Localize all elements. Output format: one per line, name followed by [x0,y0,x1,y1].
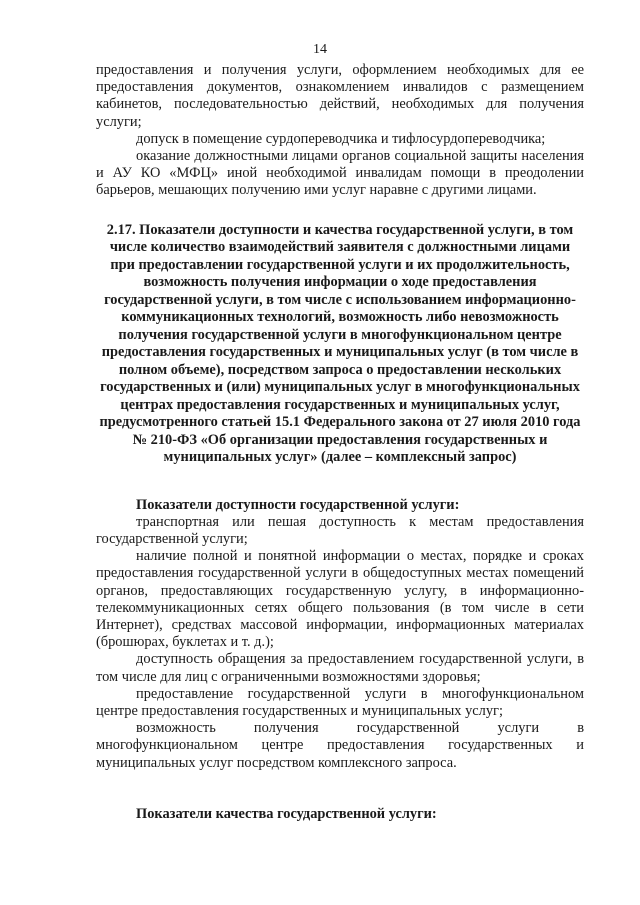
availability-item: возможность получения государственной услуги в многофункциональном центре предоставления государственных и муниципальных услуг посредством комплексного запроса. [96,720,584,771]
availability-heading: Показатели доступности государственной услуги: [136,496,460,513]
availability-item: наличие полной и понятной информации о местах, порядке и сроках предоставления государственной услуги в общедоступных местах помещений органов, предоставляющих государственную услугу, в информационно-телекоммуникационных сетях общего пользования (в том числе в сети Интернет), средствах массовой информации, информационных материалах (брошюрах, буклетах и т. д.); [96,548,584,651]
document-body [96,62,584,823]
paragraph-sign-interpreter: допуск в помещение сурдопереводчика и тифлосурдопереводчика; [136,130,546,147]
quality-heading: Показатели качества государственной услуги: [136,805,437,822]
availability-item: доступность обращения за предоставлением государственной услуги, в том числе для лиц с ограниченными возможностями здоровья; [96,651,584,685]
availability-item: предоставление государственной услуги в многофункциональном центре предоставления государственных и муниципальных услуг; [96,685,584,720]
availability-item: транспортная или пешая доступность к местам предоставления государственной услуги; [96,513,584,548]
section-heading-2-17: 2.17. Показатели доступности и качества государственной услуги, в том числе количество взаимодействий заявителя с должностными лицами при предоставлении государственной услуги и их продолжительность, возможность получения информации о ходе предоставления государственной услуги, в том числе с использованием информационно-коммуникационных технологий, возможность либо невозможность получения государственной услуги в многофункциональном центре предоставления государственных и муниципальных услуг (в том числе в полном объеме), посредством запроса о предоставлении нескольких государственных и (или) муниципальных услуг в многофункциональных центрах предоставления государственных и муниципальных услуг, предусмотренного статьей 15.1 Федерального закона от 27 июля 2010 года № 210-ФЗ «Об организации предоставления государственных и муниципальных услуг» (далее – комплексный запрос) [99,221,581,466]
page-number: 14 [313,42,327,57]
paragraph-assistance: оказание должностными лицами органов социальной защиты населения и АУ КО «МФЦ» иной необходимой инвалидам помощи в преодолении барьеров, мешающих получению ими услуг наравне с другими лицами. [96,148,584,199]
paragraph-continuation: предоставления и получения услуги, оформлением необходимых для ее предоставления документов, ознакомлением инвалидов с размещением кабинетов, последовательностью действий, необходимых для получения услуги; [96,62,584,130]
